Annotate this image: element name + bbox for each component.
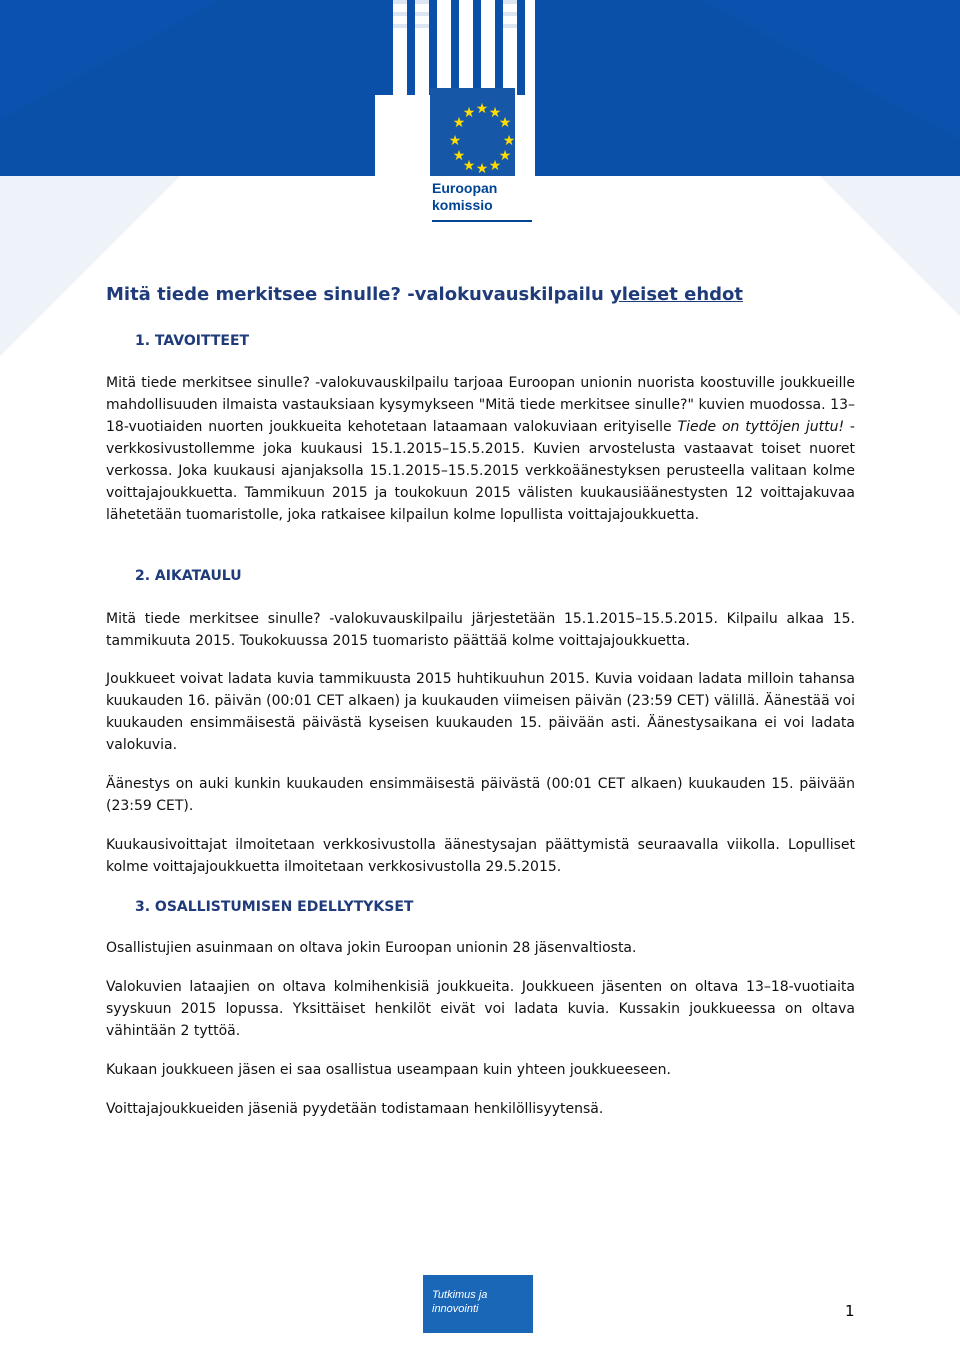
svg-text:★: ★ <box>475 101 489 117</box>
section-heading-2: 2. AIKATAULU <box>135 568 242 584</box>
section1-paragraph-1 <box>106 372 855 526</box>
section1-p1-text-b: -verkkosivustollemme joka kuukausi 15.1.2015–15.5.2015. Kuvien arvostelusta vastaavat toiset nuoret verkossa. Joka kuukausi ajanjaksolla 15.1.2015–15.5.2015 verkkoäänestyksen perusteella valitaan kolme voittajajoukkuetta. Tammikuun 2015 ja toukokuun 2015 välisten kuukausiäänestysten 12 voittajakuvaa lähetetään tuomaristolle, joka ratkaisee kilpailun kolme lopullista voittajajoukkuetta. <box>106 419 855 523</box>
footer-line1: Tutkimus ja <box>432 1289 488 1301</box>
section1-p1-italic: Tiede on tyttöjen juttu! <box>677 419 845 435</box>
svg-text:★: ★ <box>462 105 476 121</box>
section2-paragraph-1: Mitä tiede merkitsee sinulle? -valokuvauskilpailu järjestetään 15.1.2015–15.5.2015. Kilpailu alkaa 15. tammikuuta 2015. Toukokuussa 2015 tuomaristo päättää kolme voittajajoukkuetta. <box>106 611 855 649</box>
svg-text:★: ★ <box>488 105 502 121</box>
svg-text:★: ★ <box>462 158 476 174</box>
title-underlined: yleiset ehdot <box>610 284 744 305</box>
eu-flag-stars-icon <box>440 100 535 180</box>
page-number: 1 <box>845 1302 855 1320</box>
section3-paragraph-3: Kukaan joukkueen jäsen ei saa osallistua useampaan kuin yhteen joukkueeseen. <box>106 1062 671 1078</box>
section-heading-3: 3. OSALLISTUMISEN EDELLYTYKSET <box>135 899 414 915</box>
svg-text:★: ★ <box>452 115 466 131</box>
section1-p1-text-a: Mitä tiede merkitsee sinulle? -valokuvauskilpailu tarjoaa Euroopan unionin nuorista koostuville joukkueille mahdollisuuden ilmaista vastauksiaan kysymykseen "Mitä tiede merkitsee sinulle?" kuvien muodossa. 13–18-vuotiaiden nuorten joukkueita kehotetaan lataamaan valokuviaan erityiselle <box>106 375 855 435</box>
section3-paragraph-1: Osallistujien asuinmaan on oltava jokin Euroopan unionin 28 jäsenvaltiosta. <box>106 940 637 956</box>
document-title <box>106 284 743 305</box>
section2-paragraph-4: Kuukausivoittajat ilmoitetaan verkkosivustolla äänestysajan päättymistä seuraavalla viikolla. Lopulliset kolme voittajajoukkuetta ilmoitetaan verkkosivustolla 29.5.2015. <box>106 837 855 875</box>
footer-line2: innovointi <box>432 1303 479 1315</box>
section3-paragraph-2: Valokuvien lataajien on oltava kolmihenkisiä joukkueita. Joukkueen jäsenten on oltava 13–18-vuotiaita syyskuun 2015 lopussa. Yksittäiset henkilöt eivät voi ladata kuvia. Kussakin joukkueessa on oltava vähintään 2 tyttöä. <box>106 979 855 1039</box>
section3-paragraph-4: Voittajajoukkueiden jäseniä pyydetään todistamaan henkilöllisyytensä. <box>106 1101 604 1117</box>
svg-text:★: ★ <box>502 133 516 149</box>
title-prefix: Mitä tiede merkitsee sinulle? -valokuvauskilpailu <box>106 284 604 305</box>
section2-paragraph-3: Äänestys on auki kunkin kuukauden ensimmäisestä päivästä (00:01 CET alkaen) kuukauden 15. päivään (23:59 CET). <box>106 776 855 814</box>
org-name <box>432 180 497 214</box>
footer-badge-text <box>432 1288 487 1316</box>
section-heading-1: 1. TAVOITTEET <box>135 333 250 349</box>
svg-text:★: ★ <box>452 148 466 164</box>
section2-paragraph-2: Joukkueet voivat ladata kuvia tammikuusta 2015 huhtikuuhun 2015. Kuvia voidaan ladata milloin tahansa kuukauden 16. päivän (00:01 CET alkaen) ja kuukauden viimeisen päivän (23:59 CET) välillä. Äänestää voi kuukauden ensimmäisestä päivästä kyseisen kuukauden 15. päivään asti. Äänestysaikana ei voi ladata valokuvia. <box>106 671 855 753</box>
svg-text:★: ★ <box>498 115 512 131</box>
svg-text:★: ★ <box>488 158 502 174</box>
background-rays <box>0 176 960 1360</box>
svg-text:★: ★ <box>475 161 489 177</box>
org-name-line1: Euroopan <box>432 180 498 196</box>
svg-text:★: ★ <box>448 133 462 149</box>
org-name-line2: komissio <box>432 197 493 213</box>
logo-divider <box>432 220 532 222</box>
svg-text:★: ★ <box>498 148 512 164</box>
